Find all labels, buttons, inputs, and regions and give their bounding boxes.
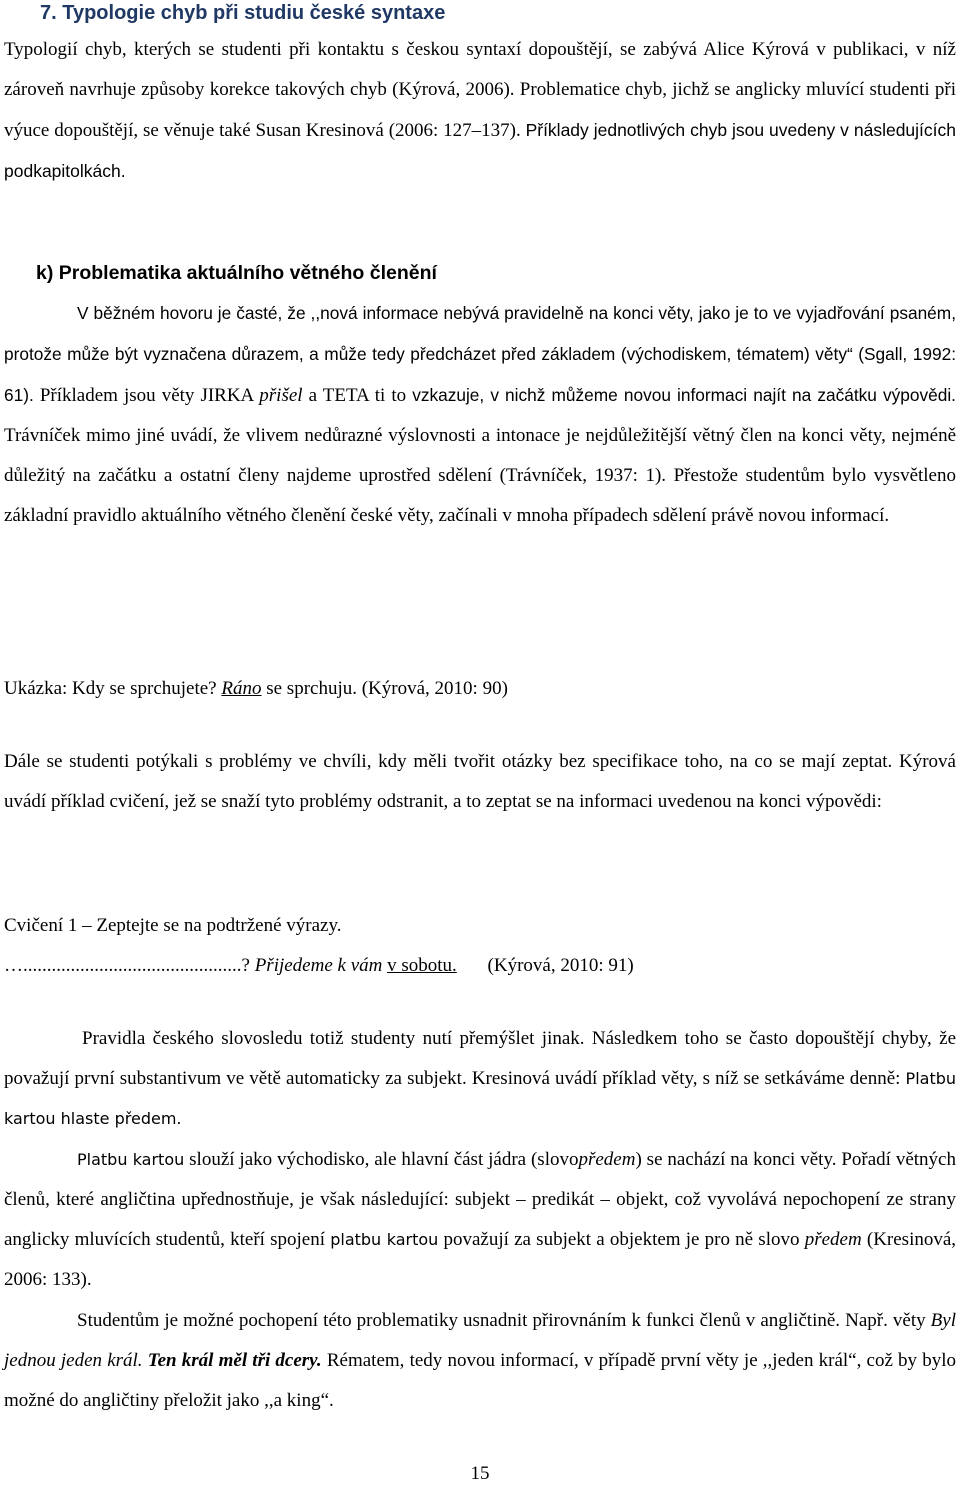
section-k-heading: k) Problematika aktuálního větného členění	[36, 262, 437, 284]
example-sentence: Platbu kartou hlaste předem.	[4, 1069, 957, 1128]
intro-paragraph	[4, 30, 956, 192]
example-suffix: se sprchuju.	[266, 678, 357, 699]
new-info-sentence: vzkazuje, v nichž můžeme novou informaci najít na začátku výpovědi.	[412, 385, 956, 405]
example-underlined-word: Ráno	[221, 678, 262, 699]
english-comparison-paragraph	[4, 1301, 956, 1421]
italic-sentence: Byl jednou jeden král.	[4, 1310, 956, 1371]
explanation-paragraph	[4, 1140, 956, 1300]
page-number: 15	[470, 1463, 490, 1484]
explanation-text-a: slouží jako východisko, ale hlavní část jádra (slovo	[189, 1149, 579, 1170]
phrase-platbu-kartou-2: platbu kartou	[330, 1230, 439, 1249]
chapter-heading: 7. Typologie chyb při studiu české syntaxe	[40, 2, 446, 24]
intro-text-sans: Příklady jednotlivých chyb jsou uvedeny v následujících podkapitolkách.	[4, 120, 957, 181]
example-italic-word: přišel	[259, 385, 303, 406]
travnicek-text: Trávníček mimo jiné uvádí, že vlivem nedůrazné výslovnosti a intonace je nejdůležitější větný člen na konci věty, nejméně důležitý na začátku a ostatní členy najdeme uprostřed sdělení (Trávníček, 1937: 1). Přestože studentům bylo vysvětleno základní pravidlo aktuálního větného členění české věty, začínali v mnoha případech sdělení právě novou informací.	[4, 425, 956, 526]
italic-predem-2: předem	[804, 1229, 862, 1250]
section-k-paragraph	[4, 293, 956, 536]
bold-italic-sentence: Ten král měl tři dcery.	[147, 1350, 322, 1371]
example-prefix: Ukázka: Kdy se sprchujete?	[4, 678, 217, 699]
exercise-title: Cvičení 1 – Zeptejte se na podtržené výrazy.	[4, 915, 342, 936]
questions-paragraph: Dále se studenti potýkali s problémy ve chvíli, kdy měli tvořit otázky bez specifikace toho, na co se mají zeptat. Kýrová uvádí příklad cvičení, jež se snaží tyto problémy odstranit, a to zeptat se na informaci uvedenou na konci výpovědi:	[4, 751, 956, 812]
exercise-italic: Přijedeme k vám	[254, 955, 383, 976]
italic-predem: předem	[578, 1149, 636, 1170]
explanation-citation: (Kresinová, 2006: 133).	[4, 1229, 957, 1290]
example-continuation: a TETA ti to	[308, 385, 407, 406]
exercise-line	[4, 955, 634, 977]
exercise-citation: (Kýrová, 2010: 91)	[487, 955, 634, 976]
explanation-text-b: ) se nachází na konci věty. Pořadí větných členů, které angličtina upřednostňuje, je však následující: subjekt – predikát – objekt, což vyvolává nepochopení ze strany anglicky mluvících studentů, kteří spojení	[4, 1149, 956, 1250]
word-order-paragraph	[4, 1019, 956, 1139]
example-citation: (Kýrová, 2010: 90)	[361, 678, 508, 699]
sgall-quote: V běžném hovoru je časté, že ,,nová informace nebývá pravidelně na konci věty, jako je to ve vyjadřování psaném, protože může být vyznačena důrazem, a může tedy předcházet před základem (východiskem, tématem) věty“ (Sgall, 1992: 61).	[4, 303, 956, 405]
exercise-dots: …..............................................?	[4, 955, 250, 976]
comparison-text-a: Studentům je možné pochopení této problematiky usnadnit přirovnáním k funkci členů v angličtině. Např. věty	[77, 1310, 926, 1331]
example-line	[4, 678, 508, 700]
phrase-platbu-kartou: Platbu kartou	[77, 1150, 185, 1169]
explanation-text-c: považují za subjekt a objektem je pro ně slovo	[443, 1229, 800, 1250]
word-order-text: Pravidla českého slovosledu totiž studenty nutí přemýšlet jinak. Následkem toho se často dopouštějí chyby, že považují první substantivum ve větě automaticky za subjekt. Kresinová uvádí příklad věty, s níž se setkáváme denně:	[4, 1028, 956, 1089]
intro-text: Typologií chyb, kterých se studenti při kontaktu s českou syntaxí dopouštějí, se zabývá Alice Kýrová v publikaci, v níž zároveň navrhuje způsoby korekce takových chyb (Kýrová, 2006). Problematice chyb, jichž se anglicky mluvící studenti při výuce dopouštějí, se věnuje také Susan Kresinová (2006: 127–137).	[4, 39, 956, 141]
example-intro: Příkladem jsou věty JIRKA	[39, 385, 254, 406]
comparison-text-b: Rématem, tedy novou informací, v případě první věty je ,,jeden král“, což by bylo možné do angličtiny přeložit jako ,,a king“.	[4, 1350, 957, 1411]
exercise-underlined: v sobotu.	[387, 955, 457, 976]
